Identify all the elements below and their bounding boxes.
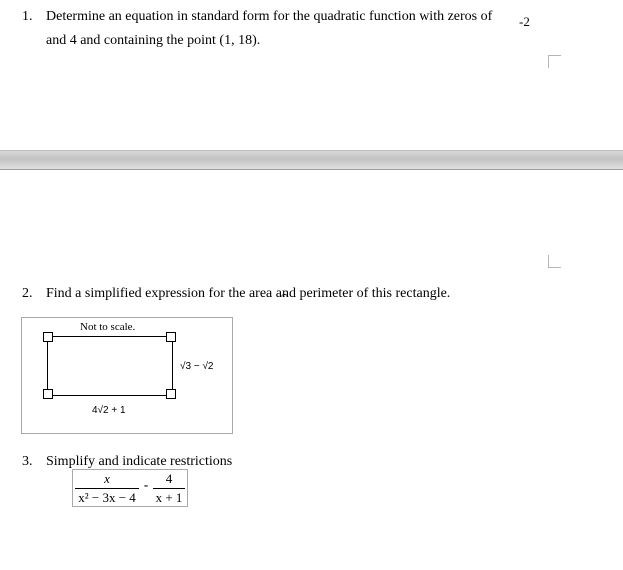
q3-number: 3. [22,454,33,469]
fraction-1 [75,471,139,505]
page-corner-mark [548,55,561,68]
q3-text: Simplify and indicate restrictions [46,454,233,469]
figure-note: Not to scale. [80,321,136,333]
equation-object[interactable] [72,469,188,507]
rectangle-shape [47,336,173,396]
rectangle-figure[interactable] [21,317,233,434]
operator: - [143,477,149,492]
resize-handle[interactable] [166,332,176,342]
resize-handle[interactable] [43,332,53,342]
fraction-1-numerator: x [104,471,110,486]
fraction-bar [75,488,139,489]
q2-text: Find a simplified expression for the area and perimeter of this rectangle. [46,286,451,301]
q1-zero: -2 [519,14,530,29]
page-break [0,150,623,170]
cursor-mark [281,294,288,300]
fraction-bar [153,488,185,489]
fraction-2-numerator: 4 [165,471,173,486]
side-label: √3 − √2 [180,361,214,372]
q2-number: 2. [22,286,33,301]
page-corner-mark [548,255,561,268]
q1-line2: and 4 and containing the point (1, 18). [46,33,261,48]
q1-number: 1. [22,9,33,24]
fraction-1-denominator: x² − 3x − 4 [78,490,136,505]
fraction-2-denominator: x + 1 [155,490,183,505]
bottom-label: 4√2 + 1 [92,405,126,416]
resize-handle[interactable] [43,389,53,399]
resize-handle[interactable] [166,389,176,399]
fraction-2 [153,471,185,505]
q1-line1: Determine an equation in standard form for the quadratic function with zeros of [46,9,493,24]
